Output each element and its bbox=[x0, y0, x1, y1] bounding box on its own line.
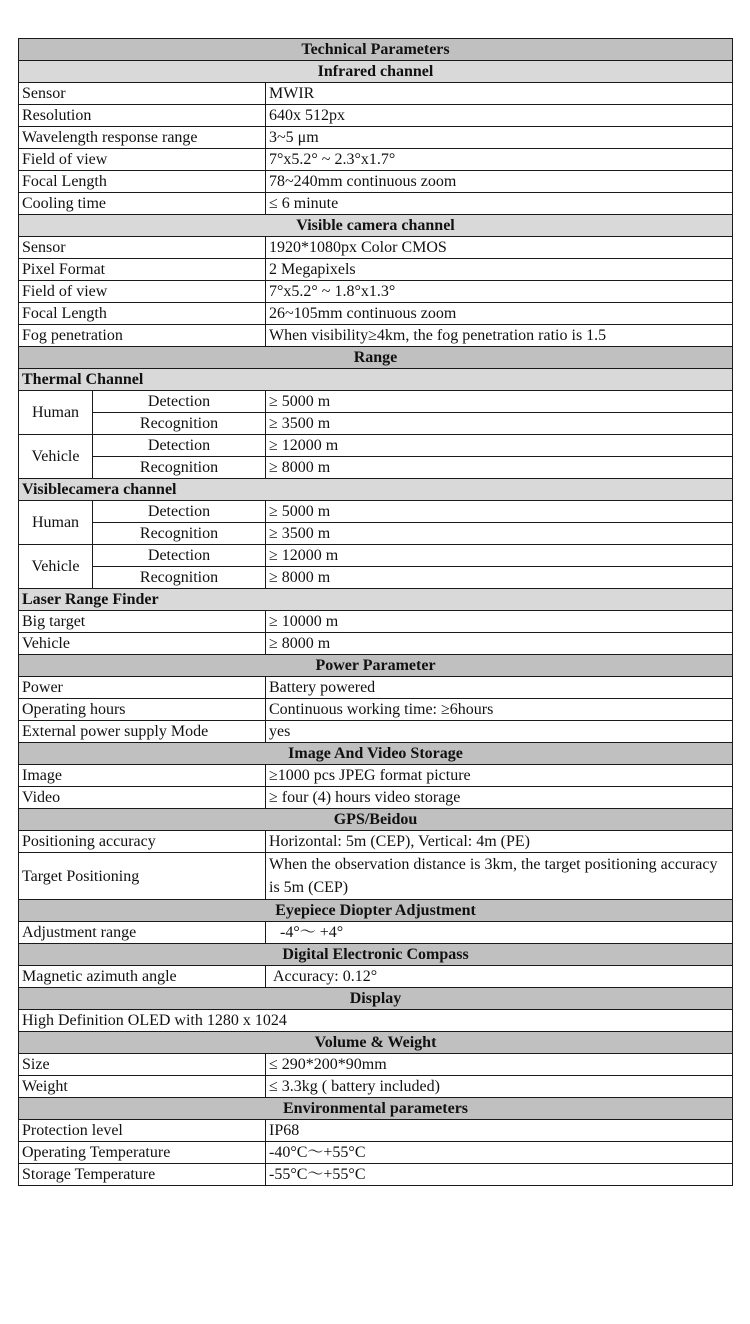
section-header-row bbox=[19, 944, 733, 966]
table-row bbox=[19, 567, 733, 589]
section-header-row bbox=[19, 900, 733, 922]
row-label: Field of view bbox=[19, 281, 266, 303]
visible-channel-header: Visible camera channel bbox=[19, 215, 733, 237]
table-row bbox=[19, 303, 733, 325]
table-row bbox=[19, 127, 733, 149]
section-header-row bbox=[19, 1032, 733, 1054]
row-value: yes bbox=[266, 721, 733, 743]
section-header-row bbox=[19, 61, 733, 83]
row-value: IP68 bbox=[266, 1120, 733, 1142]
row-label: Positioning accuracy bbox=[19, 831, 266, 853]
target-type-human: Human bbox=[19, 501, 93, 545]
row-value: -40°C～+55°C bbox=[266, 1142, 733, 1164]
range-value: ≥ 5000 m bbox=[266, 391, 733, 413]
row-label: Size bbox=[19, 1054, 266, 1076]
table-row bbox=[19, 1076, 733, 1098]
row-label: Video bbox=[19, 787, 266, 809]
section-header-row bbox=[19, 215, 733, 237]
row-value: Continuous working time: ≥6hours bbox=[266, 699, 733, 721]
range-type-recognition: Recognition bbox=[93, 413, 266, 435]
subsection-header-row bbox=[19, 589, 733, 611]
subsection-header-row bbox=[19, 369, 733, 391]
range-header: Range bbox=[19, 347, 733, 369]
diopter-header: Eyepiece Diopter Adjustment bbox=[19, 900, 733, 922]
row-value: 7°x5.2° ~ 2.3°x1.7° bbox=[266, 149, 733, 171]
table-row bbox=[19, 391, 733, 413]
range-type-recognition: Recognition bbox=[93, 523, 266, 545]
row-value: ≥ 8000 m bbox=[266, 633, 733, 655]
row-label: Sensor bbox=[19, 83, 266, 105]
table-row bbox=[19, 193, 733, 215]
table-row bbox=[19, 1120, 733, 1142]
row-value: MWIR bbox=[266, 83, 733, 105]
section-header-row bbox=[19, 988, 733, 1010]
table-row bbox=[19, 765, 733, 787]
row-value: -4°～ +4° bbox=[266, 922, 733, 944]
row-label: Focal Length bbox=[19, 303, 266, 325]
row-value: When the observation distance is 3km, the target positioning accuracy is 5m (CEP) bbox=[266, 853, 733, 900]
target-type-vehicle: Vehicle bbox=[19, 545, 93, 589]
row-label: Field of view bbox=[19, 149, 266, 171]
table-row bbox=[19, 1142, 733, 1164]
row-label: Wavelength response range bbox=[19, 127, 266, 149]
table-row bbox=[19, 457, 733, 479]
row-value: 7°x5.2° ~ 1.8°x1.3° bbox=[266, 281, 733, 303]
row-value: ≤ 6 minute bbox=[266, 193, 733, 215]
row-value: ≥ 10000 m bbox=[266, 611, 733, 633]
section-header-row bbox=[19, 655, 733, 677]
display-value: High Definition OLED with 1280 x 1024 bbox=[19, 1010, 733, 1032]
table-row bbox=[19, 435, 733, 457]
table-row bbox=[19, 523, 733, 545]
row-label: Operating hours bbox=[19, 699, 266, 721]
table-row bbox=[19, 325, 733, 347]
row-label: Power bbox=[19, 677, 266, 699]
row-label: Weight bbox=[19, 1076, 266, 1098]
table-row bbox=[19, 171, 733, 193]
environment-header: Environmental parameters bbox=[19, 1098, 733, 1120]
row-value: ≥1000 pcs JPEG format picture bbox=[266, 765, 733, 787]
table-row bbox=[19, 611, 733, 633]
range-type-recognition: Recognition bbox=[93, 457, 266, 479]
table-row bbox=[19, 237, 733, 259]
table-row bbox=[19, 1010, 733, 1032]
row-value: -55°C～+55°C bbox=[266, 1164, 733, 1186]
row-label: Operating Temperature bbox=[19, 1142, 266, 1164]
table-row bbox=[19, 545, 733, 567]
row-label: Target Positioning bbox=[19, 853, 266, 900]
table-title: Technical Parameters bbox=[19, 39, 733, 61]
range-type-detection: Detection bbox=[93, 391, 266, 413]
target-type-human: Human bbox=[19, 391, 93, 435]
section-header-row bbox=[19, 743, 733, 765]
table-row bbox=[19, 787, 733, 809]
subsection-header-row bbox=[19, 479, 733, 501]
section-header-row bbox=[19, 347, 733, 369]
row-label: Adjustment range bbox=[19, 922, 266, 944]
row-value: Accuracy: 0.12° bbox=[266, 966, 733, 988]
row-label: Pixel Format bbox=[19, 259, 266, 281]
range-type-detection: Detection bbox=[93, 545, 266, 567]
row-value: 2 Megapixels bbox=[266, 259, 733, 281]
range-value: ≥ 3500 m bbox=[266, 413, 733, 435]
table-row bbox=[19, 413, 733, 435]
table-row bbox=[19, 281, 733, 303]
table-row bbox=[19, 677, 733, 699]
row-label: Protection level bbox=[19, 1120, 266, 1142]
range-value: ≥ 5000 m bbox=[266, 501, 733, 523]
range-type-recognition: Recognition bbox=[93, 567, 266, 589]
row-label: Storage Temperature bbox=[19, 1164, 266, 1186]
technical-parameters-table bbox=[18, 38, 733, 1186]
row-value: 640x 512px bbox=[266, 105, 733, 127]
range-value: ≥ 3500 m bbox=[266, 523, 733, 545]
row-value: ≥ four (4) hours video storage bbox=[266, 787, 733, 809]
section-header-row bbox=[19, 809, 733, 831]
table-row bbox=[19, 149, 733, 171]
table-title-row bbox=[19, 39, 733, 61]
gps-header: GPS/Beidou bbox=[19, 809, 733, 831]
row-label: Magnetic azimuth angle bbox=[19, 966, 266, 988]
row-value: Horizontal: 5m (CEP), Vertical: 4m (PE) bbox=[266, 831, 733, 853]
volume-weight-header: Volume & Weight bbox=[19, 1032, 733, 1054]
row-value: 3~5 μm bbox=[266, 127, 733, 149]
row-label: Resolution bbox=[19, 105, 266, 127]
table-row bbox=[19, 922, 733, 944]
table-row bbox=[19, 853, 733, 900]
range-type-detection: Detection bbox=[93, 501, 266, 523]
range-value: ≥ 12000 m bbox=[266, 435, 733, 457]
row-label: Vehicle bbox=[19, 633, 266, 655]
infrared-channel-header: Infrared channel bbox=[19, 61, 733, 83]
target-type-vehicle: Vehicle bbox=[19, 435, 93, 479]
row-label: Big target bbox=[19, 611, 266, 633]
row-value: 1920*1080px Color CMOS bbox=[266, 237, 733, 259]
range-value: ≥ 8000 m bbox=[266, 457, 733, 479]
table-row bbox=[19, 966, 733, 988]
table-row bbox=[19, 1054, 733, 1076]
table-row bbox=[19, 721, 733, 743]
table-row bbox=[19, 501, 733, 523]
display-header: Display bbox=[19, 988, 733, 1010]
row-label: Sensor bbox=[19, 237, 266, 259]
range-type-detection: Detection bbox=[93, 435, 266, 457]
row-value: ≤ 3.3kg ( battery included) bbox=[266, 1076, 733, 1098]
row-value: 78~240mm continuous zoom bbox=[266, 171, 733, 193]
row-value: ≤ 290*200*90mm bbox=[266, 1054, 733, 1076]
table-row bbox=[19, 633, 733, 655]
range-value: ≥ 12000 m bbox=[266, 545, 733, 567]
thermal-channel-header: Thermal Channel bbox=[19, 369, 733, 391]
row-label: External power supply Mode bbox=[19, 721, 266, 743]
row-value: When visibility≥4km, the fog penetration ratio is 1.5 bbox=[266, 325, 733, 347]
table-row bbox=[19, 831, 733, 853]
row-label: Image bbox=[19, 765, 266, 787]
storage-header: Image And Video Storage bbox=[19, 743, 733, 765]
row-value: 26~105mm continuous zoom bbox=[266, 303, 733, 325]
table-row bbox=[19, 1164, 733, 1186]
table-row bbox=[19, 105, 733, 127]
row-label: Focal Length bbox=[19, 171, 266, 193]
table-row bbox=[19, 699, 733, 721]
table-row bbox=[19, 83, 733, 105]
power-parameter-header: Power Parameter bbox=[19, 655, 733, 677]
range-value: ≥ 8000 m bbox=[266, 567, 733, 589]
table-row bbox=[19, 259, 733, 281]
row-value: Battery powered bbox=[266, 677, 733, 699]
laser-range-finder-header: Laser Range Finder bbox=[19, 589, 733, 611]
compass-header: Digital Electronic Compass bbox=[19, 944, 733, 966]
row-label: Cooling time bbox=[19, 193, 266, 215]
visible-range-header: Visiblecamera channel bbox=[19, 479, 733, 501]
row-label: Fog penetration bbox=[19, 325, 266, 347]
section-header-row bbox=[19, 1098, 733, 1120]
